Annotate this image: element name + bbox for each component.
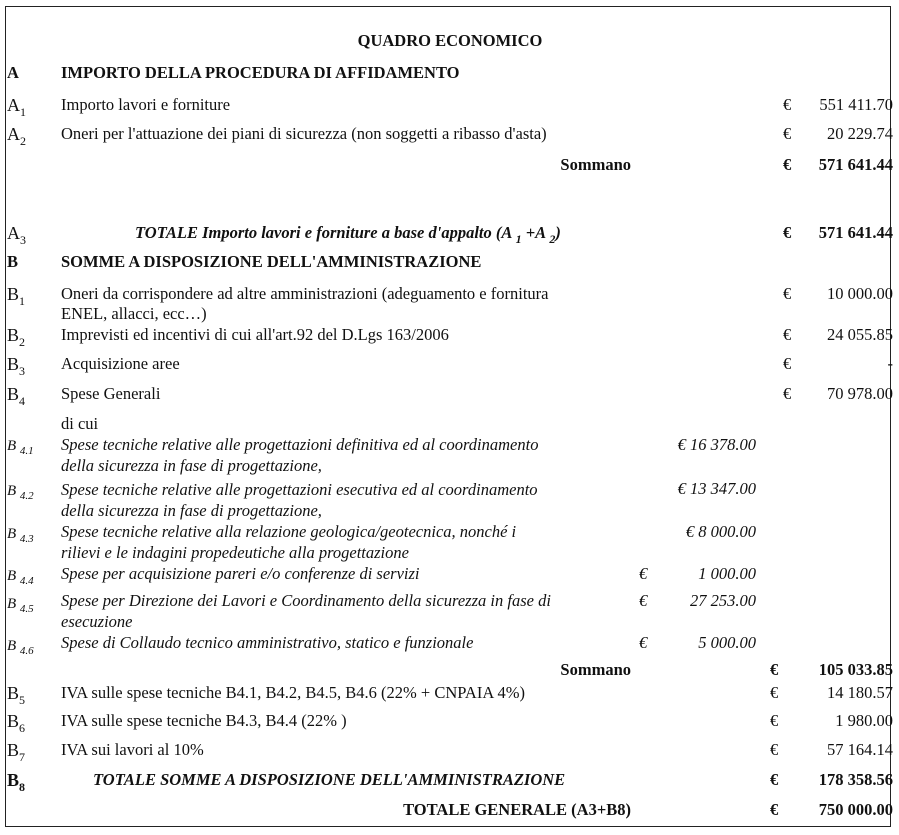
row-b3-currency: € [783,354,792,373]
grand-total-label: TOTALE GENERALE (A3+B8) [403,800,631,819]
row-b5-currency: € [770,683,779,702]
row-b4-1-label-line1: Spese tecniche relative alle progettazioni definitiva ed al coordinamento [61,435,539,454]
row-a2-code: $A_2$ [7,124,26,148]
row-b4-4-code: B $_{4.4}$ [7,568,34,587]
row-b4-2-label-line1: Spese tecniche relative alle progettazioni esecutiva ed al coordinamento [61,480,538,499]
row-b7-code: $B_7$ [7,740,26,764]
row-b4-2-label-line2: della sicurezza in fase di progettazione, [61,501,322,520]
section-b-title: SOMME A DISPOSIZIONE DELL'AMMINISTRAZIONE [61,252,482,271]
row-b1-code: $B_1$ [7,284,26,308]
row-a1-label: Importo lavori e forniture [61,95,231,114]
row-b4-4-currency: € [639,564,648,583]
row-b8-code: $B_8$ [7,770,26,794]
row-b4-5-currency: € [639,591,648,610]
row-b8-currency: € [770,770,779,789]
sommano-b4-label: Sommano [560,660,631,679]
row-b6-label: IVA sulle spese tecniche B4.3, B4.4 (22% ) [61,711,347,730]
row-a1-currency: € [783,95,792,114]
row-b4-2-amount: € 13 347.00 [677,479,756,498]
row-a2-label: Oneri per l'attuazione dei piani di sicurezza (non soggetti a ribasso d'asta) [61,124,547,143]
row-b3-amount: - [887,354,893,373]
row-b4-5-label-line1: Spese per Direzione dei Lavori e Coordinamento della sicurezza in fase di [61,591,551,610]
row-b5-code: $B_5$ [7,683,26,707]
di-cui-label: di cui [61,414,99,433]
document-title: QUADRO ECONOMICO [357,31,543,50]
row-b4-6-currency: € [639,633,648,652]
row-b4-code: $B_4$ [7,384,26,408]
row-b4-6-code: B $_{4.6}$ [7,638,34,657]
row-b6-amount: 1 980.00 [835,711,893,730]
row-b4-6-amount: 5 000.00 [698,633,756,652]
section-a-code: A [7,63,19,82]
row-b2-label: Imprevisti ed incentivi di cui all'art.92 del D.Lgs 163/2006 [61,325,449,344]
row-b2-currency: € [783,325,792,344]
row-b1-label-line2: ENEL, allacci, ecc…) [61,304,207,323]
row-b7-currency: € [770,740,779,759]
row-b1-amount: 10 000.00 [827,284,893,303]
row-b4-3-label-line1: Spese tecniche relative alla relazione geologica/geotecnica, nonché i [61,522,517,541]
row-a2-currency: € [783,124,792,143]
row-b5-amount: 14 180.57 [827,683,893,702]
row-b4-5-label-line2: esecuzione [61,612,133,631]
grand-total-amount: 750 000.00 [818,800,893,819]
row-b4-4-label: Spese per acquisizione pareri e/o conferenze di servizi [61,564,420,583]
row-a2-amount: 20 229.74 [827,124,893,143]
row-b4-1-label-line2: della sicurezza in fase di progettazione, [61,456,322,475]
row-a1-amount: 551 411.70 [819,95,893,114]
row-a1-code: $A_1$ [7,95,26,119]
row-a3-label: TOTALE Importo lavori e forniture a base d'appalto (A $_1$ +A $_2$) [135,223,561,246]
row-b2-amount: 24 055.85 [827,325,893,344]
row-b4-amount: 70 978.00 [827,384,893,403]
sommano-a-label: Sommano [560,155,631,174]
sommano-a-currency: € [783,155,792,174]
sommano-b4-amount: 105 033.85 [818,660,893,679]
row-b4-1-amount: € 16 378.00 [677,435,756,454]
row-b6-code: $B_6$ [7,711,26,735]
section-b-code: B [7,252,19,271]
row-b6-currency: € [770,711,779,730]
grand-total-currency: € [770,800,779,819]
row-b5-label: IVA sulle spese tecniche B4.1, B4.2, B4.5, B4.6 (22% + CNPAIA 4%) [61,683,525,702]
row-b8-label: TOTALE SOMME A DISPOSIZIONE DELL'AMMINISTRAZIONE [93,770,566,789]
sommano-a-amount: 571 641.44 [818,155,893,174]
row-b1-currency: € [783,284,792,303]
row-b4-1-code: B $_{4.1}$ [7,438,34,457]
row-a3-currency: € [783,223,792,242]
row-b1-label-line1: Oneri da corrispondere ad altre amministrazioni (adeguamento e fornitura [61,284,549,303]
row-a3-code: $A_3$ [7,223,26,247]
row-b4-5-code: B $_{4.5}$ [7,596,34,615]
row-b4-4-amount: 1 000.00 [698,564,756,583]
row-b2-code: $B_2$ [7,325,26,349]
row-b4-3-amount: € 8 000.00 [685,522,756,541]
row-a3-amount: 571 641.44 [818,223,893,242]
row-b4-5-amount: 27 253.00 [690,591,756,610]
row-b3-code: $B_3$ [7,354,26,378]
row-b4-label: Spese Generali [61,384,161,403]
section-a-title: IMPORTO DELLA PROCEDURA DI AFFIDAMENTO [61,63,460,82]
sommano-b4-currency: € [770,660,779,679]
row-b4-6-label: Spese di Collaudo tecnico amministrativo, statico e funzionale [61,633,474,652]
row-b4-2-code: B $_{4.2}$ [7,483,34,502]
row-b4-3-label-line2: rilievi e le indagini propedeutiche alla progettazione [61,543,409,562]
row-b4-3-code: B $_{4.3}$ [7,526,34,545]
row-b4-currency: € [783,384,792,403]
row-b7-amount: 57 164.14 [827,740,893,759]
row-b3-label: Acquisizione aree [61,354,180,373]
row-b8-amount: 178 358.56 [818,770,893,789]
row-b7-label: IVA sui lavori al 10% [61,740,204,759]
